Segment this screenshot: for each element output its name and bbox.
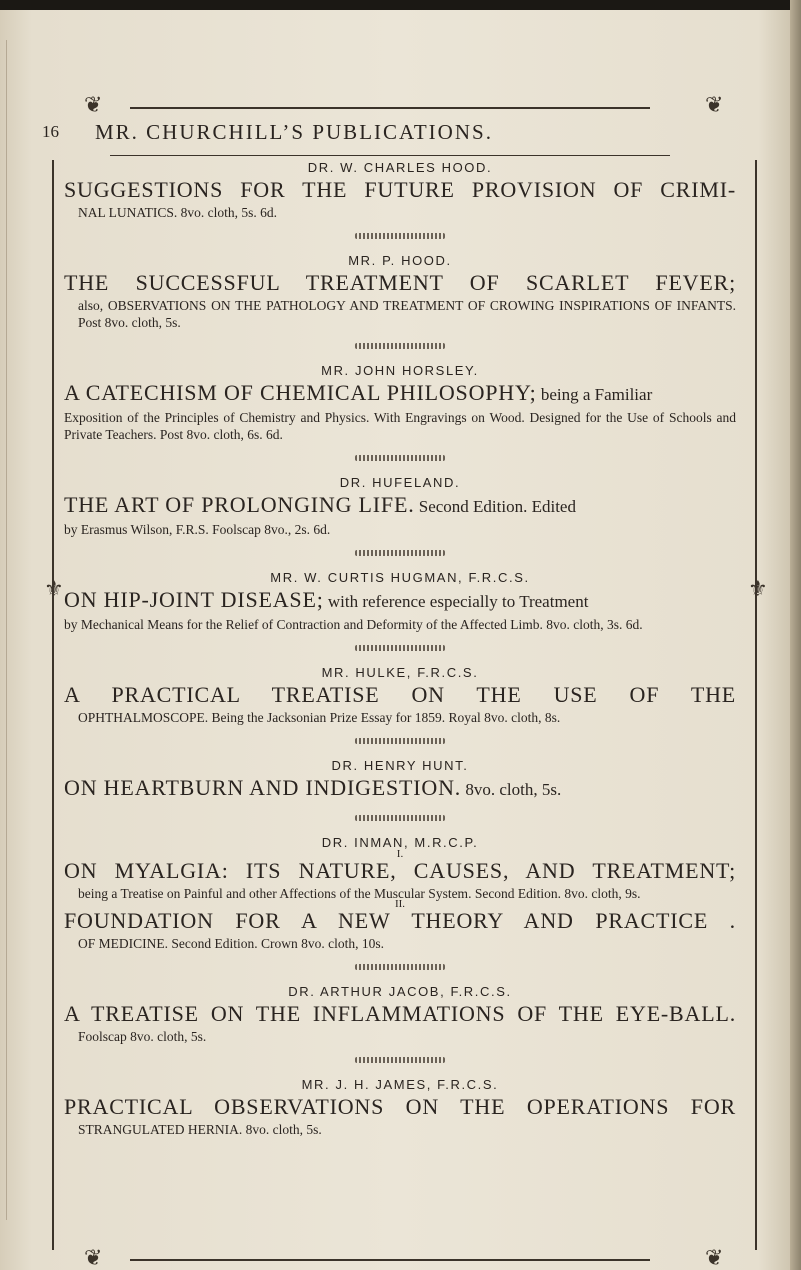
- entry-description: by Erasmus Wilson, F.R.S. Foolscap 8vo., 2s. 6d.: [64, 522, 331, 537]
- scan-top-edge: [0, 0, 801, 10]
- publication-list: [64, 160, 736, 1138]
- entry-author: MR. W. CURTIS HUGMAN, F.R.C.S.: [270, 570, 530, 585]
- wavy-separator: [355, 455, 445, 461]
- left-border-rule: [52, 160, 54, 1250]
- entry-description: STRANGULATED HERNIA. 8vo. cloth, 5s.: [78, 1122, 322, 1137]
- entry-description: being a Treatise on Painful and other Affections of the Muscular System. Second Edition. 8vo. cloth, 9s.: [78, 886, 641, 901]
- running-head: MR. CHURCHILL’S PUBLICATIONS.: [95, 120, 493, 144]
- wavy-separator: [355, 550, 445, 556]
- publication-entry: [64, 1077, 736, 1138]
- wavy-separator: [355, 738, 445, 744]
- entry-description: Exposition of the Principles of Chemistry and Physics. With Engravings on Wood. Designed for the Use of Schools and Private Teachers. Post 8vo. cloth, 6s. 6d.: [64, 410, 736, 442]
- wavy-separator: [355, 233, 445, 239]
- entry-title: [64, 492, 736, 520]
- entry-title-main: ON MYALGIA: ITS NATURE, CAUSES, AND TREATMENT;: [64, 858, 736, 883]
- entry-title-main: A PRACTICAL TREATISE ON THE USE OF THE: [64, 682, 736, 707]
- entry-title-main: THE ART OF PROLONGING LIFE.: [64, 492, 415, 517]
- right-border-rule: [755, 160, 757, 1250]
- publication-entry: [64, 984, 736, 1045]
- page-fold-line: [6, 40, 7, 1220]
- entry-title: [64, 858, 736, 884]
- entry-part-number: I.: [396, 848, 404, 860]
- entry-description: NAL LUNATICS. 8vo. cloth, 5s. 6d.: [78, 205, 277, 220]
- wavy-separator: [355, 815, 445, 821]
- publication-entry: [64, 570, 736, 633]
- entry-author: DR. ARTHUR JACOB, F.R.C.S.: [288, 984, 512, 999]
- entry-title: FOUNDATION FOR A NEW THEORY AND PRACTICE .: [64, 908, 736, 933]
- publication-entry: [64, 475, 736, 538]
- entry-title-main: ON HIP-JOINT DISEASE;: [64, 587, 324, 612]
- entry-description: OF MEDICINE. Second Edition. Crown 8vo. cloth, 10s.: [78, 936, 384, 951]
- entry-author: MR. JOHN HORSLEY.: [321, 363, 479, 378]
- entry-title-tail: Second Edition. Edited: [414, 497, 576, 516]
- entry-title: [64, 1094, 736, 1120]
- entry-title: [64, 587, 736, 615]
- entry-author: DR. HUFELAND.: [339, 475, 461, 490]
- entry-title-main: PRACTICAL OBSERVATIONS ON THE OPERATIONS FOR: [64, 1094, 736, 1119]
- wavy-separator: [355, 1057, 445, 1063]
- page-number: 16: [42, 122, 59, 141]
- entry-title-main: A CATECHISM OF CHEMICAL PHILOSOPHY;: [64, 380, 537, 405]
- bottom-border-rule: [130, 1259, 650, 1261]
- entry-title: [64, 682, 736, 708]
- entry-description: by Mechanical Means for the Relief of Contraction and Deformity of the Affected Limb. 8vo. cloth, 3s. 6d.: [64, 617, 643, 632]
- entry-part-number: II.: [394, 898, 406, 910]
- entry-title: [64, 177, 736, 203]
- entry-title-tail: with reference especially to Treatment: [323, 592, 589, 611]
- entry-title: [64, 775, 736, 803]
- wavy-separator: [355, 645, 445, 651]
- side-ornament-icon: ⚜: [44, 576, 64, 601]
- header-rule: [110, 155, 670, 156]
- scan-right-edge: [790, 0, 801, 1270]
- publication-entry: [64, 160, 736, 221]
- entry-author: MR. HULKE, F.R.C.S.: [321, 665, 479, 680]
- publication-entry: [64, 665, 736, 726]
- entry-author: DR. INMAN, M.R.C.P.: [321, 835, 479, 850]
- entry-title: [64, 380, 736, 408]
- corner-ornament-icon: ❦: [84, 1245, 103, 1270]
- wavy-separator: [355, 964, 445, 970]
- side-ornament-icon: ⚜: [748, 576, 768, 601]
- entry-author: MR. J. H. JAMES, F.R.C.S.: [301, 1077, 499, 1092]
- publication-entry: [64, 835, 736, 952]
- entry-title-tail: being a Familiar: [536, 385, 653, 404]
- entry-author: DR. HENRY HUNT.: [331, 758, 469, 773]
- corner-ornament-icon: ❦: [705, 1245, 724, 1270]
- entry-title-main: ON HEARTBURN AND INDIGESTION.: [64, 775, 462, 800]
- entry-title: [64, 270, 736, 296]
- corner-ornament-icon: ❦: [84, 92, 103, 117]
- entry-title: [64, 1001, 736, 1027]
- entry-title-main: THE SUCCESSFUL TREATMENT OF SCARLET FEVER;: [64, 270, 736, 295]
- entry-author: DR. W. CHARLES HOOD.: [307, 160, 493, 175]
- top-border-rule: [130, 107, 650, 109]
- entry-description: also, OBSERVATIONS ON THE PATHOLOGY AND TREATMENT OF CROWING INSPIRATIONS OF INFANTS. Post 8vo. cloth, 5s.: [78, 298, 736, 330]
- wavy-separator: [355, 343, 445, 349]
- entry-description: Foolscap 8vo. cloth, 5s.: [78, 1029, 207, 1044]
- publication-entry: [64, 363, 736, 443]
- entry-title-main: A TREATISE ON THE INFLAMMATIONS OF THE EYE-BALL.: [64, 1001, 736, 1026]
- entry-title-main: SUGGESTIONS FOR THE FUTURE PROVISION OF CRIMI-: [64, 177, 736, 202]
- entry-author: MR. P. HOOD.: [348, 253, 452, 268]
- entry-title-tail: 8vo. cloth, 5s.: [461, 780, 562, 799]
- entry-description: OPHTHALMOSCOPE. Being the Jacksonian Prize Essay for 1859. Royal 8vo. cloth, 8s.: [78, 710, 561, 725]
- publication-entry: [64, 758, 736, 803]
- corner-ornament-icon: ❦: [705, 92, 724, 117]
- publication-entry: [64, 253, 736, 331]
